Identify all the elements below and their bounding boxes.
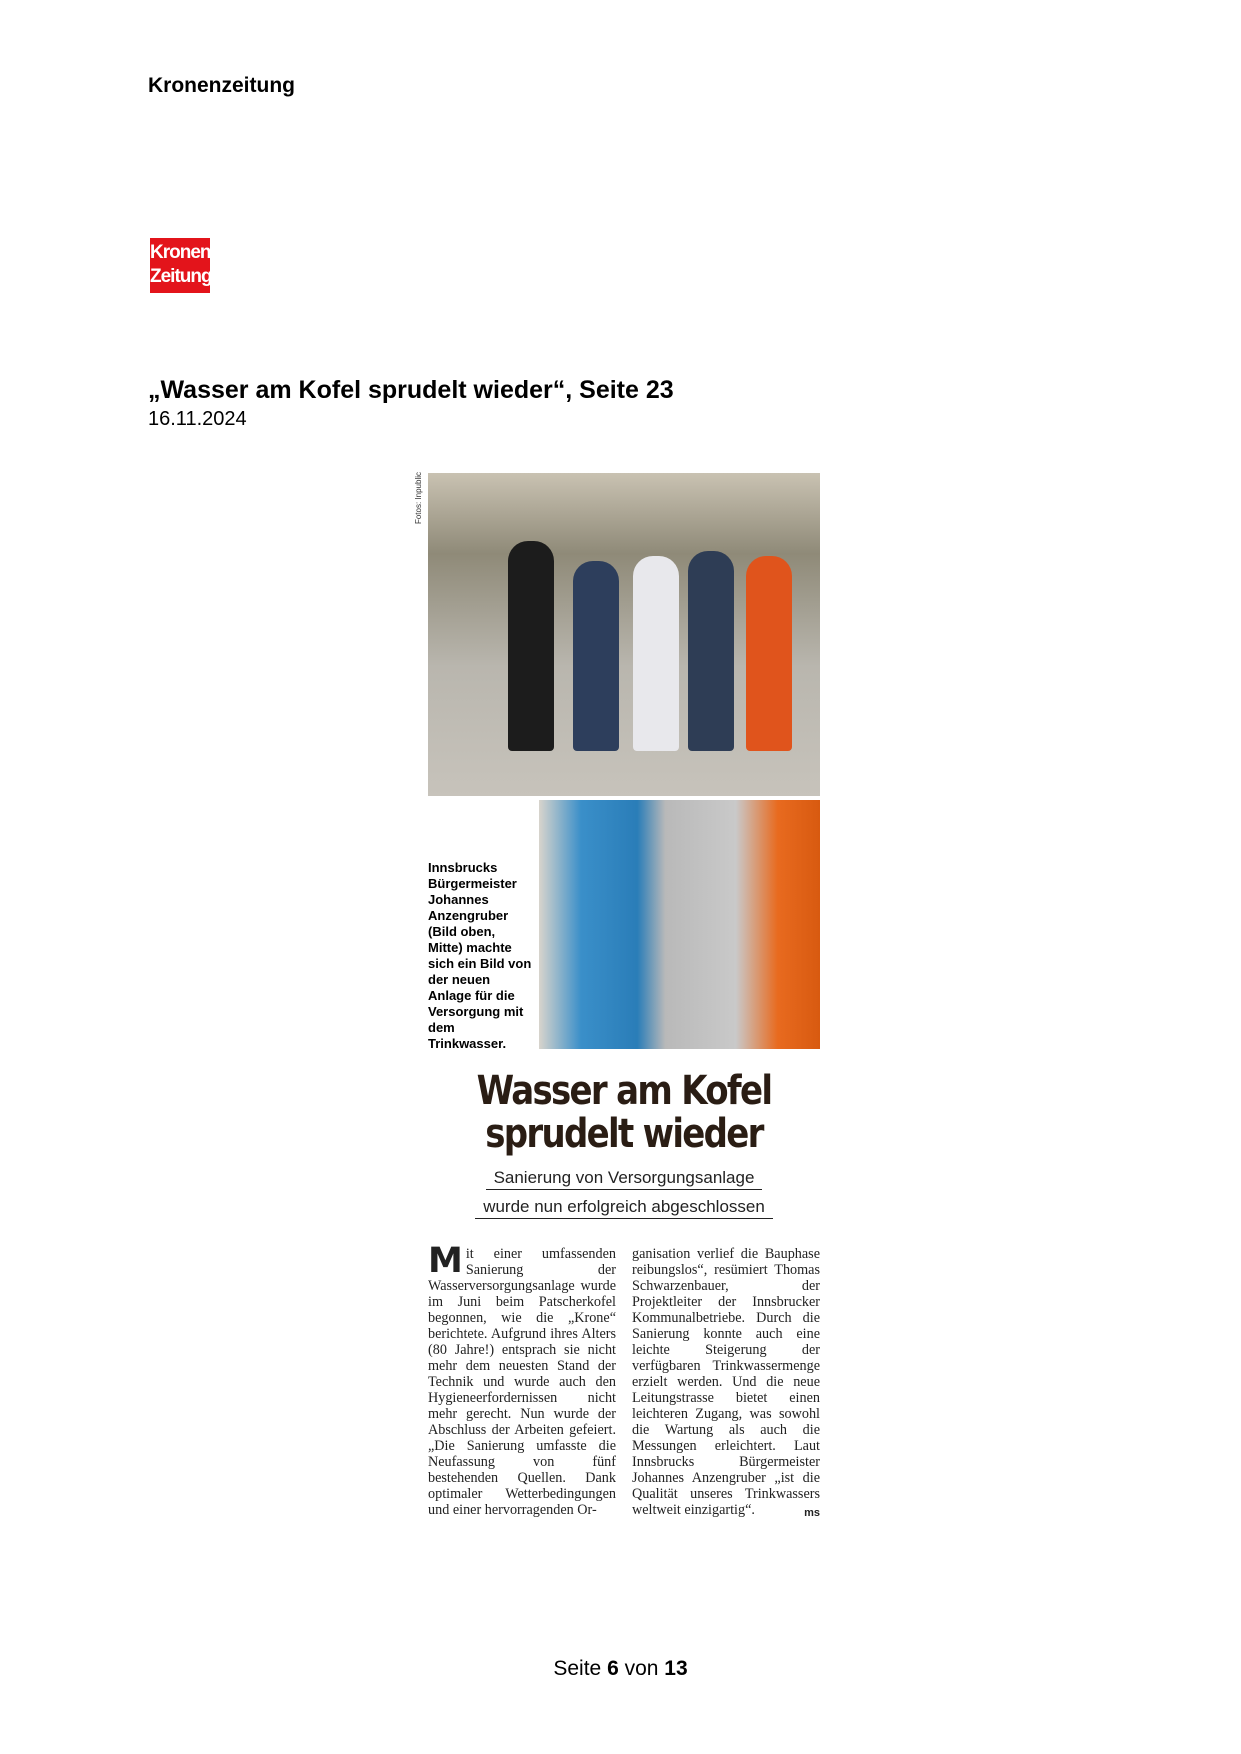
subheadline-text: wurde nun erfolgreich abgeschlossen <box>475 1197 773 1219</box>
water-facility-photo <box>539 800 820 1049</box>
headline-line2: sprudelt wieder <box>485 1111 763 1157</box>
logo-line2: Zeitung <box>150 266 212 287</box>
body-text: it einer umfassenden Sanierung der Wasserversorgungsanlage wurde im Juni beim Patscherkofel begonnen, wie die „Krone“ berichtete. Aufgrund ihres Alters (80 Jahre!) entsprach sie nicht mehr dem neuesten Stand der Technik und wurde auch den Hygieneerfordernissen nicht mehr gerecht. Nun wurde der Abschluss der Arbeiten gefeiert. „Die Sanierung umfasste die Neufassung von fünf bestehenden Quellen. Dank optimaler Wetterbedingungen und einer hervorragenden Or- <box>428 1246 616 1518</box>
body-column-1 <box>428 1241 616 1518</box>
group-photo <box>428 473 820 796</box>
person-figure <box>573 561 619 751</box>
drop-cap: M <box>428 1241 463 1281</box>
footer-prefix: Seite <box>553 1657 608 1680</box>
current-page: 6 <box>607 1657 619 1680</box>
total-pages: 13 <box>664 1657 688 1680</box>
article-headline <box>457 1070 790 1156</box>
person-figure <box>633 556 679 751</box>
article-title: „Wasser am Kofel sprudelt wieder“, Seite 23 <box>148 376 674 404</box>
article-date: 16.11.2024 <box>148 408 247 430</box>
headline-line1: Wasser am Kofel <box>476 1068 772 1114</box>
subheadline-text: Sanierung von Versorgungsanlage <box>486 1168 763 1190</box>
photo-caption: Innsbrucks Bürgermeister Johannes Anzengruber (Bild oben, Mitte) machte sich ein Bild von der neuen Anlage für die Versorgung mit dem Trinkwasser. <box>428 860 532 1051</box>
page-number <box>0 1657 1241 1681</box>
body-column-2 <box>632 1246 820 1521</box>
subheadline-line1 <box>428 1168 820 1188</box>
logo-line1: Kronen <box>150 242 211 263</box>
kronen-zeitung-logo <box>150 238 210 293</box>
footer-middle: von <box>618 1657 665 1680</box>
person-figure <box>508 541 554 751</box>
photo-credit: Fotos: Inpublic <box>414 472 423 525</box>
publication-name: Kronenzeitung <box>148 74 295 97</box>
person-figure <box>746 556 792 751</box>
author-initials: ms <box>804 1507 820 1519</box>
person-figure <box>688 551 734 751</box>
subheadline-line2 <box>428 1197 820 1217</box>
body-text: ganisation verlief die Bauphase reibungslos“, resümiert Thomas Schwarzenbauer, der Projektleiter der Innsbrucker Kommunalbetriebe. Durch die Sanierung konnte auch eine leichte Steigerung der verfügbaren Trinkwassermenge erzielt werden. Und die neue Leitungstrasse bietet einen leichteren Zugang, was sowohl die Wartung als auch die Messungen erleichtert. Laut Innsbrucks Bürgermeister Johannes Anzengruber „ist die Qualität unseres Trinkwassers weltweit einzigartig“. <box>632 1246 820 1518</box>
